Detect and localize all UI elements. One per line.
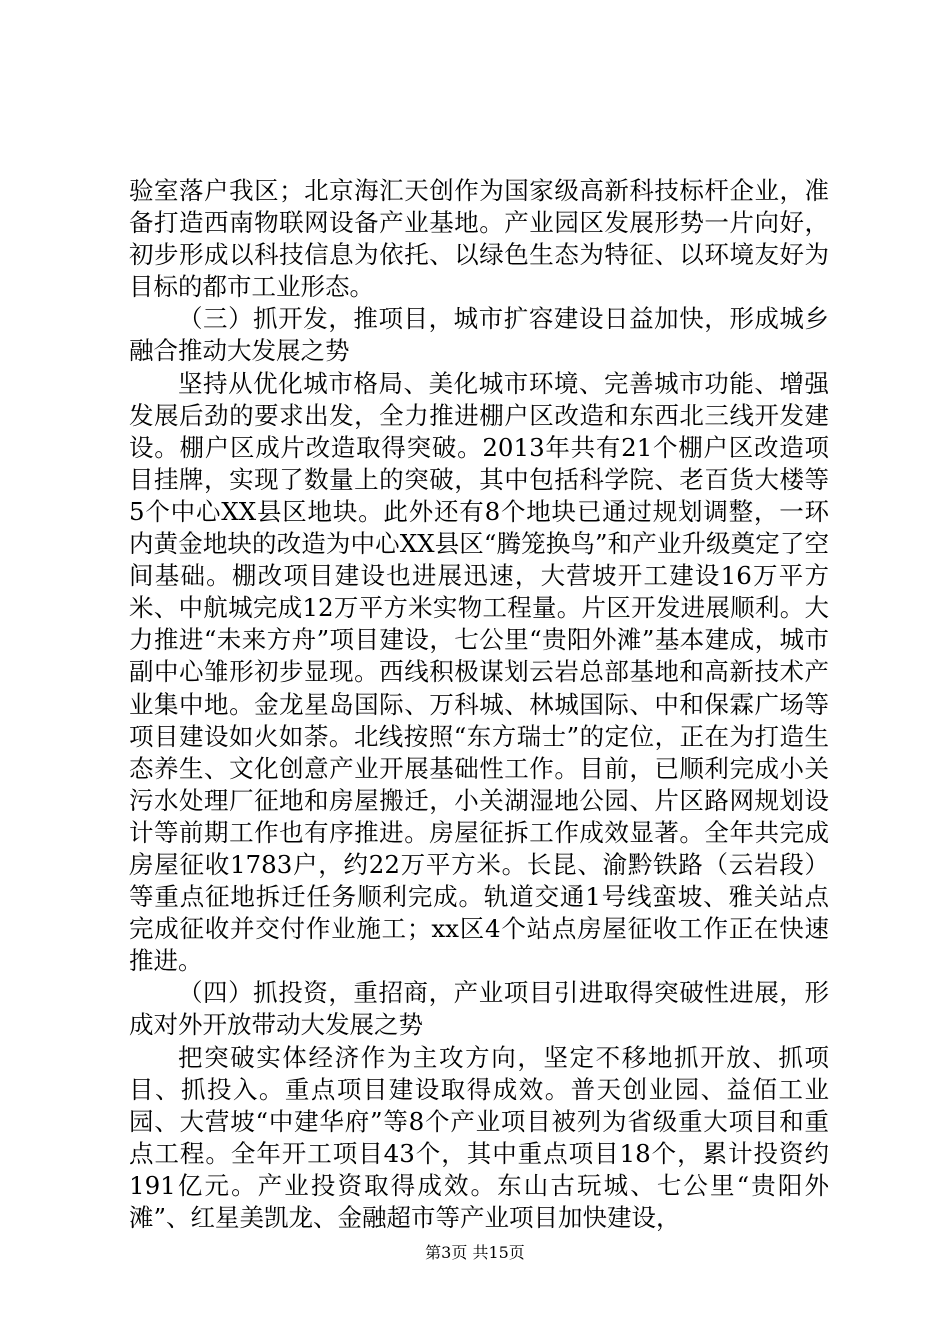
section-heading-4: （四）抓投资，重招商，产业项目引进取得突破性进展，形成对外开放带动大发展之势 xyxy=(129,978,829,1040)
paragraph-3: 坚持从优化城市格局、美化城市环境、完善城市功能、增强发展后劲的要求出发，全力推进棚户区改造和东西北三线开发建设。棚户区成片改造取得突破。2013年共有21个棚户区改造项目挂牌，实现了数量上的突破，其中包括科学院、老百货大楼等5个中心XX县区地块。此外还有8个地块已通过规划调整，一环内黄金地块的改造为中心XX县区“腾笼换鸟”和产业升级奠定了空间基础。棚改项目建设也进展迅速，大营坡开工建设16万平方米、中航城完成12万平方米实物工程量。片区开发进展顺利。大力推进“未来方舟”项目建设，七公里“贵阳外滩”基本建成，城市副中心雏形初步显现。西线积极谋划云岩总部基地和高新技术产业集中地。金龙星岛国际、万科城、林城国际、中和保霖广场等项目建设如火如荼。北线按照“东方瑞士”的定位，正在为打造生态养生、文化创意产业开展基础性工作。目前，已顺利完成小关污水处理厂征地和房屋搬迁，小关湖湿地公园、片区路网规划设计等前期工作也有序推进。房屋征拆工作成效显著。全年共完成房屋征收1783户，约22万平方米。长昆、渝黔铁路（云岩段）等重点征地拆迁任务顺利完成。轨道交通1号线蛮坡、雅关站点完成征收并交付作业施工；xx区4个站点房屋征收工作正在快速推进。 xyxy=(129,368,829,976)
section-heading-3: （三）抓开发，推项目，城市扩容建设日益加快，形成城乡融合推动大发展之势 xyxy=(129,304,829,366)
page-number-footer: 第3页 共15页 xyxy=(425,1243,525,1262)
document-body xyxy=(129,175,829,1234)
paragraph-5: 把突破实体经济作为主攻方向，坚定不移地抓开放、抓项目、抓投入。重点项目建设取得成效。普天创业园、益佰工业园、大营坡“中建华府”等8个产业项目被列为省级重大项目和重点工程。全年开工项目43个，其中重点项目18个，累计投资约191亿元。产业投资取得成效。东山古玩城、七公里“贵阳外滩”、红星美凯龙、金融超市等产业项目加快建设， xyxy=(129,1042,829,1232)
paragraph-1: 验室落户我区；北京海汇天创作为国家级高新科技标杆企业，准备打造西南物联网设备产业基地。产业园区发展形势一片向好，初步形成以科技信息为依托、以绿色生态为特征、以环境友好为目标的都市工业形态。 xyxy=(129,176,829,302)
